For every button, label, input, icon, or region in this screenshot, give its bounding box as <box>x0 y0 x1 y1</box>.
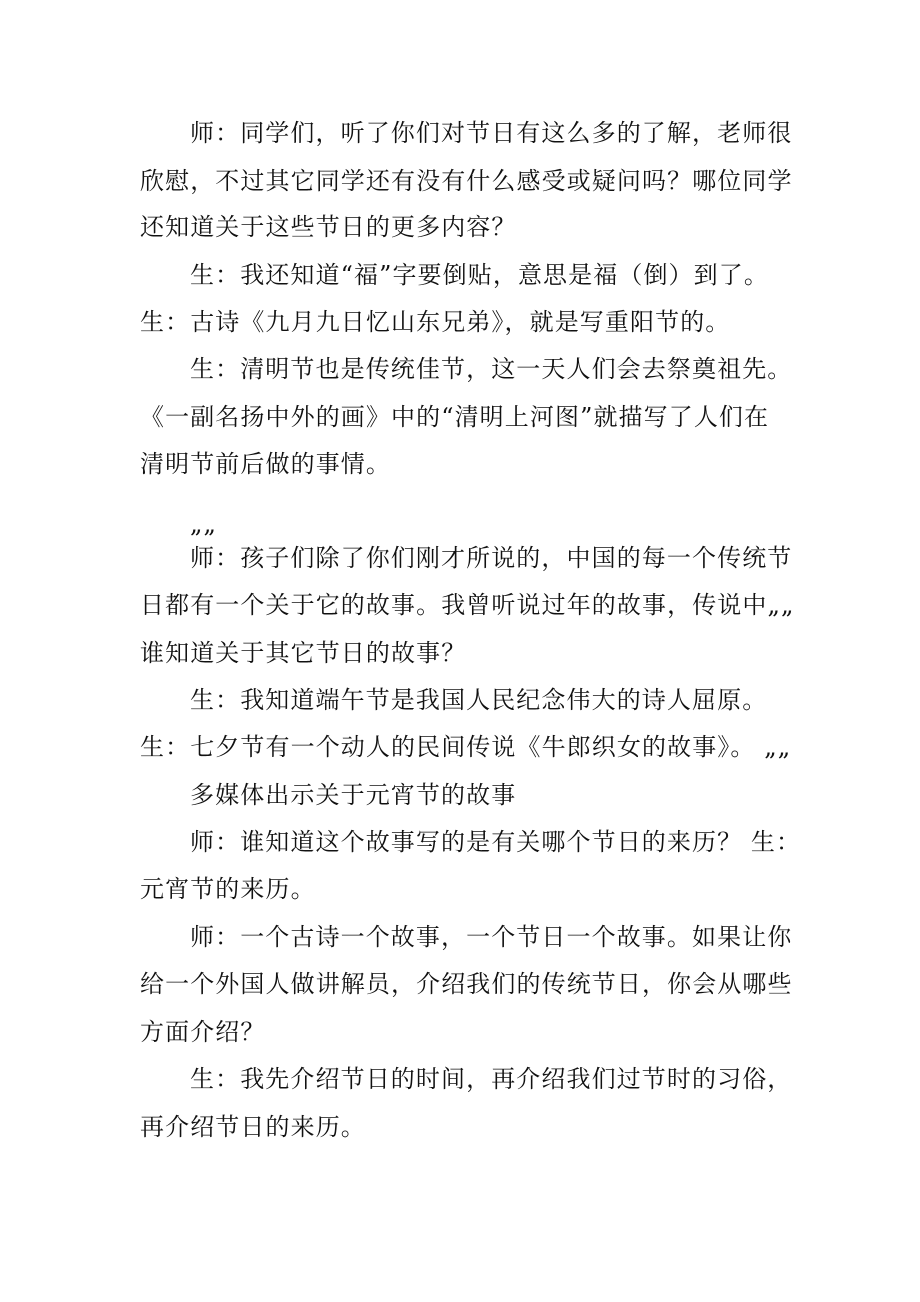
text-line-7: 《一副名扬中外的画》中的“清明上河图”就描写了人们在 <box>140 403 770 431</box>
text-line-11: 日都有一个关于它的故事。我曾听说过年的故事，传说中„„ <box>140 591 795 619</box>
text-line-6: 生：清明节也是传统佳节，这一天人们会去祭奠祖先。 <box>190 355 793 383</box>
text-line-19: 给一个外国人做讲解员，介绍我们的传统节日，你会从哪些 <box>140 970 793 998</box>
text-line-20: 方面介绍？ <box>140 1018 266 1046</box>
text-line-10: 师：孩子们除了你们刚才所说的，中国的每一个传统节 <box>190 544 793 572</box>
text-line-18: 师：一个古诗一个故事，一个节日一个故事。如果让你 <box>190 923 793 951</box>
text-line-17: 元宵节的来历。 <box>140 875 316 903</box>
text-line-8: 清明节前后做的事情。 <box>140 450 391 478</box>
text-line-22: 再介绍节日的来历。 <box>140 1113 366 1141</box>
ellipsis-line: „„ <box>190 510 218 538</box>
text-line-13: 生：我知道端午节是我国人民纪念伟大的诗人屈原。 <box>190 686 768 714</box>
text-line-16: 师：谁知道这个故事写的是有关哪个节日的来历？ 生： <box>190 828 802 856</box>
text-line-4: 生：我还知道“福”字要倒贴，意思是福（倒）到了。 <box>190 261 769 289</box>
text-line-5: 生：古诗《九月九日忆山东兄弟》，就是写重阳节的。 <box>140 308 731 336</box>
text-line-3: 还知道关于这些节日的更多内容？ <box>140 213 517 241</box>
text-line-12: 谁知道关于其它节日的故事？ <box>140 639 467 667</box>
text-line-15: 多媒体出示关于元宵节的故事 <box>190 781 517 809</box>
text-line-2: 欣慰，不过其它同学还有没有什么感受或疑问吗？哪位同学 <box>140 167 793 195</box>
text-line-14: 生：七夕节有一个动人的民间传说《牛郎织女的故事》。 „„ <box>140 733 792 761</box>
text-line-1: 师：同学们，听了你们对节日有这么多的了解，老师很 <box>190 119 793 147</box>
text-line-21: 生：我先介绍节日的时间，再介绍我们过节时的习俗， <box>190 1065 793 1093</box>
